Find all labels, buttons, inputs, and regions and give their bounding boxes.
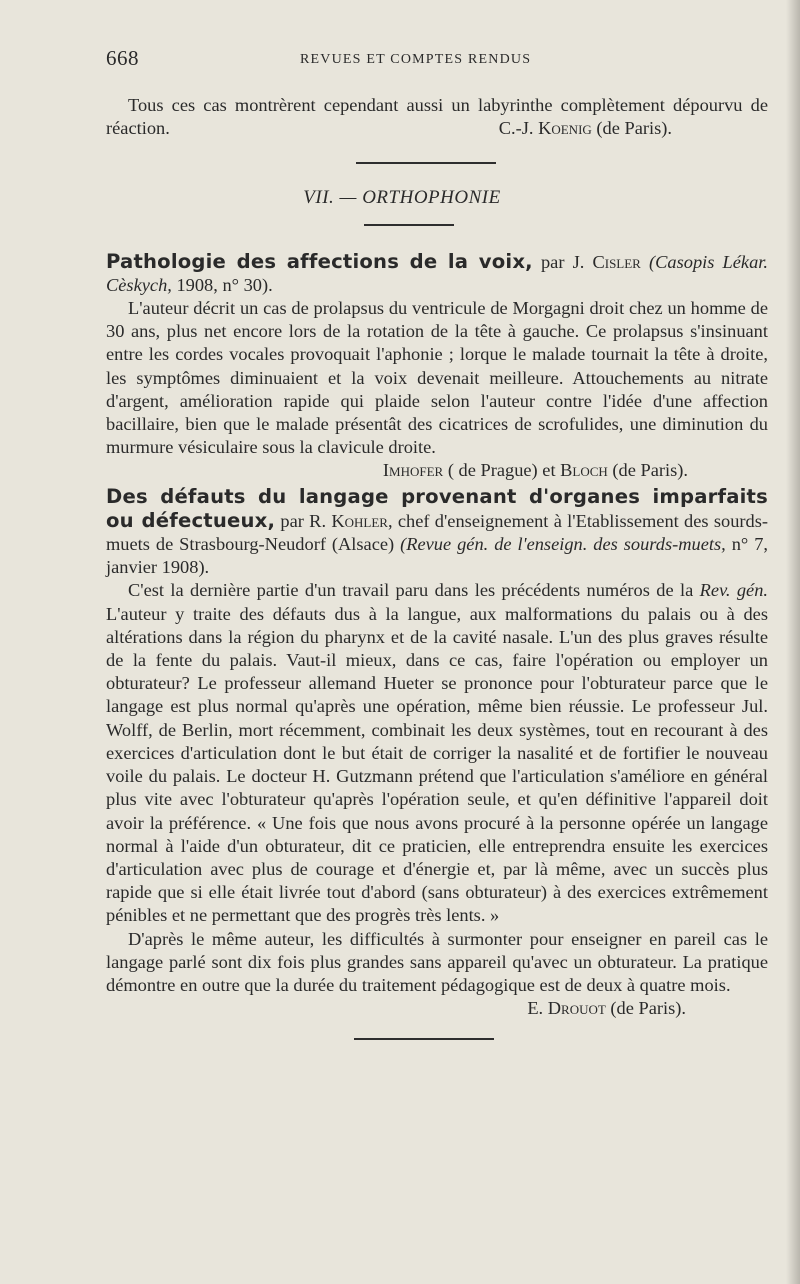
- section-title: VII. — ORTHOPHONIE: [303, 187, 501, 209]
- article2-signature: [106, 997, 768, 1020]
- article1-by: par J.: [532, 251, 593, 272]
- article2-title: Des défauts du langage provenant d'organes imparfaits ou défectueux,: [106, 484, 768, 532]
- article1-sig-place1: ( de Prague) et: [443, 460, 561, 481]
- section-rule-top: [356, 162, 496, 164]
- page-header: [106, 46, 766, 76]
- article2-sig-place: (de Paris).: [605, 998, 686, 1019]
- article1-sig-place2: (de Paris).: [607, 460, 688, 481]
- article1-source-rest: 1908, n° 30).: [171, 274, 273, 295]
- article2-heading: [106, 485, 768, 580]
- article2-sig-author: Drouot: [547, 998, 606, 1019]
- page-number: 668: [106, 46, 139, 70]
- article2-source: (Revue gén. de l'enseign. des sourds-muets,: [400, 534, 726, 555]
- intro-signature: [106, 117, 768, 140]
- article1-title: Pathologie des affections de la voix,: [106, 249, 533, 273]
- article1-sig-author2: Bloch: [560, 460, 608, 481]
- article1-body: L'auteur décrit un cas de prolapsus du ventricule de Morgagni droit chez un homme de 30 ans, plus net encore lors de la rotation de la tête à gauche. Ce prolapsus s'insinuant entre les cordes vocales provoquait l'aphonie ; lorque le malade tournait la tête à droite, les symptômes diminuaient et la voix devenait meilleure. Attouchements au nitrate d'argent, amélioration rapide qui plaide selon l'auteur contre l'idée d'une affection bacillaire, bien que le malade présentât des cicatrices de scrofulides, une diminution du murmure vésiculaire sous la clavicule droite.: [106, 298, 768, 458]
- article1-heading: [106, 250, 768, 297]
- article2-by: par R.: [275, 510, 332, 531]
- page-body: [106, 94, 768, 1040]
- article2-para1-a: C'est la dernière partie d'un travail paru dans les précédents numéros de la: [128, 580, 700, 601]
- article1-author: Cisler: [592, 251, 641, 272]
- article2-source-rest: n° 7, janvier 1908).: [106, 534, 769, 578]
- article1-source: (Casopis Lékar. Cèskych,: [106, 251, 768, 295]
- article2-paragraph-2: D'après le même auteur, les difficultés à surmonter pour enseigner en pareil cas le langage parlé sont dix fois plus grandes sans appareil qu'avec un obturateur. La pratique démontre en outre que la durée du traitement pédagogique est de deux à quatre mois.: [106, 928, 768, 995]
- article2-para1-journal: Rev. gén.: [699, 580, 768, 601]
- intro-author: C.-J. Koenig: [498, 118, 592, 139]
- end-rule: [354, 1038, 494, 1040]
- intro-place: (de Paris).: [596, 118, 672, 139]
- intro-text: Tous ces cas montrèrent cependant aussi un labyrinthe complètement dépourvu de réaction.: [106, 95, 768, 139]
- section-rule-bottom: [364, 224, 454, 226]
- article2-paragraph-1: [106, 579, 768, 927]
- article2-para1-b: L'auteur y traite des défauts dus à la langue, aux malformations du palais ou à des altérations dans la région du pharynx et de la cavité nasale. L'un des plus graves résulte de la fente du palais. Vaut-il mieux, dans ce cas, faire l'opération ou employer un obturateur? Le professeur allemand Hueter se prononce pour l'obturateur parce que le langage est plus normal qu'après une opération, même bien réussie. Le professeur Jul. Wolff, de Berlin, mort récemment, combinait les deux systèmes, tout en recourant à des exercices d'articulation dont le but était de corriger la nasalité et de fortifier le nouveau voile du palais. Le docteur H. Gutzmann prétend que l'articulation s'améliore en général plus vite avec l'obturateur qu'après l'opération seule, et qu'en définitive l'appareil doit avoir la préférence. « Une fois que nous avons procuré à la personne opérée un langage normal à l'aide d'un obturateur, dit ce praticien, elle entreprendra ensuite les exercices d'articulation avec plus de courage et d'énergie et, par là même, avec un succès plus rapide que si elle était livrée tout d'abord (sans obturateur) à des exercices extrêmement pénibles et ne permettant que des progrès très lents. »: [106, 603, 768, 926]
- article2-sig-prefix: E.: [527, 998, 548, 1019]
- article2-author: Kohler: [331, 510, 388, 531]
- article1-sig-author1: Imhofer: [382, 460, 444, 481]
- running-head: REVUES ET COMPTES RENDUS: [300, 52, 532, 67]
- article2-affiliation: , chef d'enseignement à l'Etablissement des sourds-muets de Strasbourg-Neudorf (Alsace): [106, 510, 768, 555]
- article1-signature: [106, 459, 768, 482]
- page-edge-shadow: [786, 0, 800, 1284]
